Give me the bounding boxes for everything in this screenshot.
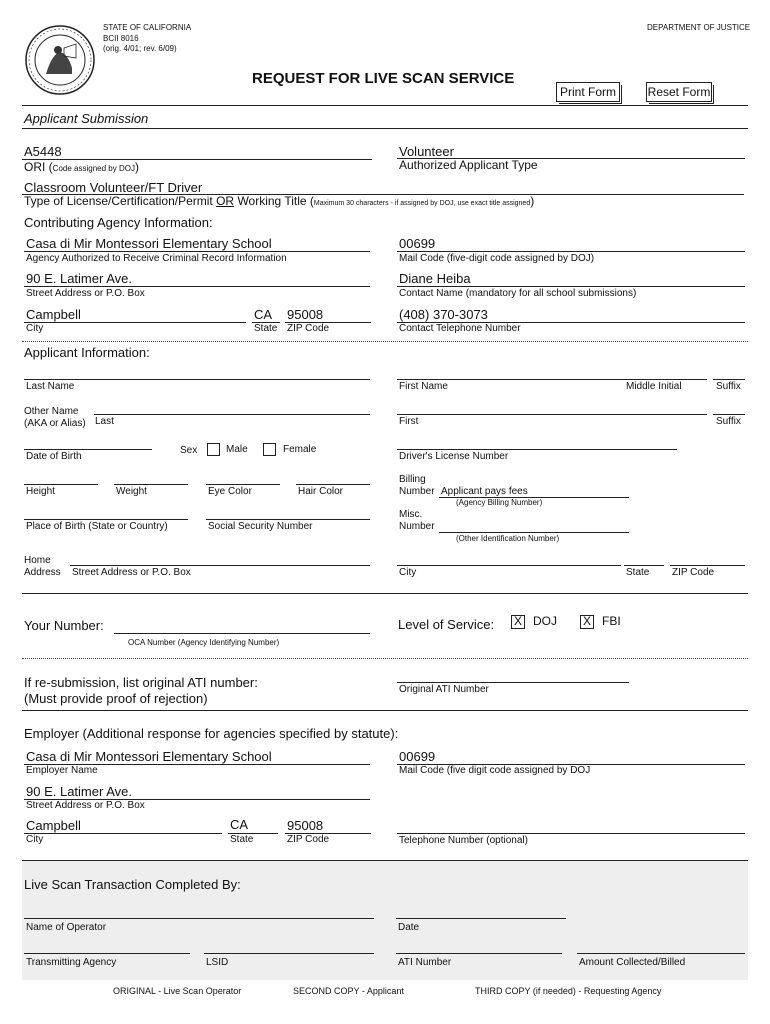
last-name-field[interactable] [24, 379, 370, 380]
operator-name-field[interactable] [24, 918, 374, 919]
form-title: REQUEST FOR LIVE SCAN SERVICE [252, 70, 515, 87]
applicant-type-field[interactable]: Volunteer [399, 144, 454, 159]
ssn-field[interactable] [206, 519, 370, 520]
weight-field[interactable] [114, 484, 188, 485]
first-name-label: First Name [399, 381, 448, 392]
home-city-field[interactable] [397, 565, 621, 566]
contributing-agency-heading: Contributing Agency Information: [24, 215, 213, 230]
lsid-field[interactable] [204, 953, 374, 954]
home-zip-label: ZIP Code [672, 567, 715, 578]
fbi-label: FBI [602, 614, 621, 628]
employer-city-label: City [26, 834, 44, 845]
copy-third: THIRD COPY (if needed) - Requesting Agency [475, 986, 662, 996]
other-name-label: Other Name [24, 406, 79, 417]
applicant-info-heading: Applicant Information: [24, 345, 150, 360]
home-street-label: Street Address or P.O. Box [72, 567, 191, 578]
female-checkbox[interactable] [263, 443, 276, 456]
drivers-license-label: Driver's License Number [399, 451, 509, 462]
employer-city-field[interactable]: Campbell [26, 818, 81, 833]
employer-phone-field[interactable] [397, 833, 745, 834]
dob-label: Date of Birth [26, 451, 82, 462]
contact-phone-field[interactable]: (408) 370-3073 [399, 307, 488, 322]
agency-name-label: Agency Authorized to Receive Criminal Record Information [26, 253, 287, 264]
employer-phone-label: Telephone Number (optional) [399, 835, 528, 846]
misc-number-sublabel: (Other Identification Number) [456, 534, 560, 543]
resubmission-label-1: If re-submission, list original ATI number: [24, 675, 258, 690]
billing-label-1: Billing [399, 474, 426, 485]
live-scan-heading: Live Scan Transaction Completed By: [24, 877, 241, 892]
home-state-field[interactable] [624, 565, 664, 566]
employer-state-field[interactable]: CA [230, 817, 249, 832]
aka-suffix-label: Suffix [716, 416, 741, 427]
original-ati-label: Original ATI Number [399, 684, 489, 695]
lsid-label: LSID [206, 957, 229, 968]
date-field[interactable] [396, 918, 566, 919]
middle-initial-label: Middle Initial [626, 381, 682, 392]
agency-street-label: Street Address or P.O. Box [26, 288, 145, 299]
employer-street-label: Street Address or P.O. Box [26, 800, 145, 811]
male-label: Male [226, 444, 248, 455]
resubmission-label-2: (Must provide proof of rejection) [24, 691, 208, 706]
aka-last-field[interactable] [94, 414, 370, 415]
home-zip-field[interactable] [670, 565, 745, 566]
agency-zip-label: ZIP Code [287, 323, 330, 334]
place-of-birth-label: Place of Birth (State or Country) [26, 521, 168, 532]
doj-seal-logo [24, 24, 96, 96]
transmitting-agency-label: Transmitting Agency [26, 957, 117, 968]
amount-label: Amount Collected/Billed [579, 957, 686, 968]
working-title-field[interactable]: Classroom Volunteer/FT Driver [24, 180, 203, 195]
oca-number-sublabel: OCA Number (Agency Identifying Number) [128, 638, 280, 647]
eye-color-label: Eye Color [208, 486, 252, 497]
oca-number-field[interactable] [114, 633, 370, 634]
agency-zip-field[interactable]: 95008 [287, 307, 324, 322]
agency-street-field[interactable]: 90 E. Latimer Ave. [26, 271, 132, 286]
form-revision: (orig. 4/01; rev. 6/09) [103, 44, 177, 53]
agency-city-field[interactable]: Campbell [26, 307, 81, 322]
agency-name-field[interactable]: Casa di Mir Montessori Elementary School [26, 236, 272, 251]
state-label: STATE OF CALIFORNIA [103, 23, 192, 32]
doj-checkbox[interactable]: X [511, 615, 525, 629]
aka-label: (AKA or Alias) [24, 418, 86, 429]
employer-heading: Employer (Additional response for agencies specified by statute): [24, 726, 399, 741]
copy-original: ORIGINAL - Live Scan Operator [113, 986, 242, 996]
copy-second: SECOND COPY - Applicant [293, 986, 404, 996]
misc-number-field[interactable] [439, 532, 629, 533]
eye-color-field[interactable] [206, 484, 280, 485]
employer-mail-code-field[interactable]: 00699 [399, 749, 436, 764]
doj-label: DOJ [533, 614, 557, 628]
drivers-license-field[interactable] [397, 449, 677, 450]
employer-state-label: State [230, 834, 254, 845]
last-name-label: Last Name [26, 381, 75, 392]
home-street-field[interactable] [70, 565, 370, 566]
misc-label-2: Number [399, 521, 435, 532]
agency-city-label: City [26, 323, 44, 334]
hair-color-label: Hair Color [298, 486, 344, 497]
ori-label: ORI (Code assigned by DOJ) [24, 160, 139, 174]
place-of-birth-field[interactable] [24, 519, 188, 520]
aka-suffix-field[interactable] [713, 414, 745, 415]
amount-field[interactable] [577, 953, 745, 954]
employer-zip-label: ZIP Code [287, 834, 330, 845]
section-applicant-submission: Applicant Submission [24, 111, 149, 126]
contact-name-field[interactable]: Diane Heiba [399, 271, 471, 286]
billing-number-sublabel: (Agency Billing Number) [456, 498, 543, 507]
height-field[interactable] [24, 484, 98, 485]
contact-name-label: Contact Name (mandatory for all school submissions) [399, 288, 637, 299]
home-label-1: Home [24, 555, 51, 566]
agency-state-label: State [254, 323, 278, 334]
sex-label: Sex [180, 445, 198, 456]
ssn-label: Social Security Number [208, 521, 313, 532]
ori-field[interactable]: A5448 [24, 144, 62, 159]
date-label: Date [398, 922, 420, 933]
ati-number-field[interactable] [396, 953, 562, 954]
transmitting-agency-field[interactable] [24, 953, 190, 954]
first-name-field[interactable] [397, 379, 707, 380]
reset-form-button[interactable]: Reset Form [646, 82, 712, 102]
agency-mail-code-field[interactable]: 00699 [399, 236, 436, 251]
weight-label: Weight [116, 486, 147, 497]
form-id: BCII 8016 [103, 34, 139, 43]
home-state-label: State [626, 567, 650, 578]
dob-field[interactable] [24, 449, 152, 450]
fbi-checkbox[interactable]: X [580, 615, 594, 629]
aka-last-label: Last [95, 416, 114, 427]
your-number-label: Your Number: [24, 618, 104, 633]
applicant-type-label: Authorized Applicant Type [399, 158, 538, 172]
misc-label-1: Misc. [399, 509, 423, 520]
billing-label-2: Number [399, 486, 435, 497]
agency-state-field[interactable]: CA [254, 307, 273, 322]
employer-street-field[interactable]: 90 E. Latimer Ave. [26, 784, 132, 799]
employer-zip-field[interactable]: 95008 [287, 818, 324, 833]
contact-phone-label: Contact Telephone Number [399, 323, 521, 334]
operator-name-label: Name of Operator [26, 922, 107, 933]
home-city-label: City [399, 567, 417, 578]
agency-mail-code-label: Mail Code (five-digit code assigned by DOJ) [399, 253, 595, 264]
hair-color-field[interactable] [296, 484, 370, 485]
working-title-label: Type of License/Certification/Permit OR Working Title (Maximum 30 characters - if assigned by DOJ, use exact title assigned) [24, 194, 535, 208]
employer-name-label: Employer Name [26, 765, 98, 776]
home-label-2: Address [24, 567, 61, 578]
original-ati-field[interactable] [397, 682, 629, 683]
aka-first-field[interactable] [397, 414, 707, 415]
employer-name-field[interactable]: Casa di Mir Montessori Elementary School [26, 749, 272, 764]
employer-mail-code-label: Mail Code (five digit code assigned by DOJ [399, 765, 591, 776]
suffix-field[interactable] [713, 379, 745, 380]
female-label: Female [283, 444, 317, 455]
print-form-button[interactable]: Print Form [556, 82, 620, 102]
level-of-service-label: Level of Service: [398, 617, 495, 632]
ati-number-label: ATI Number [398, 957, 452, 968]
department-label: DEPARTMENT OF JUSTICE [647, 23, 751, 32]
suffix-label: Suffix [716, 381, 741, 392]
male-checkbox[interactable] [207, 443, 220, 456]
aka-first-label: First [399, 416, 419, 427]
billing-number-field[interactable]: Applicant pays fees [441, 486, 528, 497]
height-label: Height [26, 486, 55, 497]
